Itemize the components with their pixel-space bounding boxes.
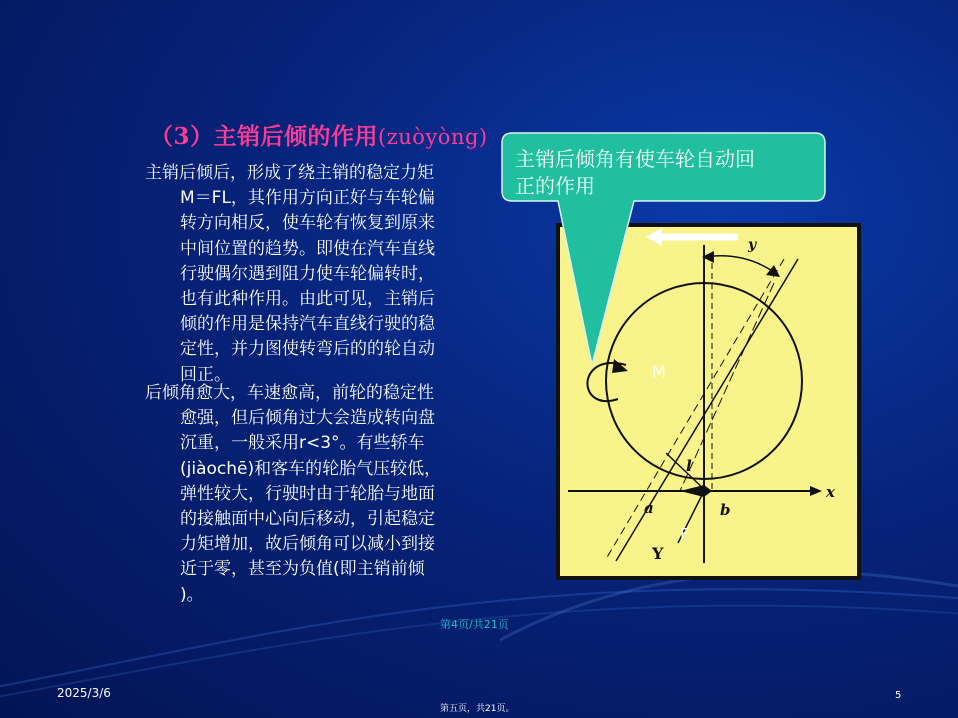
para2-line: 力矩增加，故后倾角可以减小到接 — [180, 534, 435, 555]
para1-line: 中间位置的趋势。即使在汽车直线 — [180, 238, 435, 259]
para1-line: M＝FL，其作用方向正好与车轮偏 — [180, 188, 435, 209]
callout-line: 主销后倾角有使车轮自动回 — [515, 147, 755, 171]
para2-line: 沉重，一般采用r<3°。有些轿车 — [180, 433, 425, 454]
page-mark: 第4页/共21页 — [440, 618, 509, 631]
slide-title — [150, 118, 488, 151]
para1-line: 回正。 — [180, 364, 231, 385]
label-x: x — [826, 483, 835, 501]
callout-line: 正的作用 — [515, 174, 595, 198]
para1-line: 倾的作用是保持汽车直线行驶的稳 — [180, 314, 435, 335]
label-l: l — [686, 457, 692, 475]
para1-line: 定性，并力图使转弯后的的轮自动 — [180, 339, 435, 360]
para2-line: 的接触面中心向后移动，引起稳定 — [180, 509, 435, 530]
footer-date: 2025/3/6 — [57, 686, 111, 700]
label-f: F — [680, 525, 689, 543]
bottom-page-mark: 第五页，共21页。 — [440, 704, 515, 714]
title-pinyin: (zuòyòng) — [378, 125, 488, 149]
para2-line: 愈强，但后倾角过大会造成转向盘 — [180, 408, 435, 429]
callout-text — [515, 146, 815, 200]
label-a: a — [644, 499, 654, 517]
para1-line: 主销后倾后，形成了绕主销的稳定力矩 — [145, 163, 434, 183]
para1-line: 转方向相反，使车轮有恢复到原来 — [180, 213, 435, 234]
paragraph-stability-moment — [145, 161, 495, 388]
para1-line: 行驶偶尔遇到阻力使车轮偏转时， — [180, 263, 435, 284]
para2-line: 弹性较大，行驶时由于轮胎与地面 — [180, 483, 435, 504]
label-y: y — [748, 237, 757, 253]
footer-page-number: 5 — [895, 690, 902, 701]
label-m: M — [652, 362, 666, 381]
title-main: （3）主销后倾的作用 — [150, 123, 379, 150]
label-b: b — [720, 501, 731, 519]
label-big-y: Y — [652, 544, 664, 563]
para2-line: )。 — [180, 584, 204, 605]
para2-line: 后倾角愈大，车速愈高，前轮的稳定性 — [145, 383, 434, 403]
para2-line: (jiàochē)和客车的轮胎气压较低， — [180, 458, 442, 479]
paragraph-caster-angle — [145, 381, 495, 608]
para1-line: 也有此种作用。由此可见，主销后 — [180, 289, 435, 310]
para2-line: 近于零，甚至为负值(即主销前倾 — [180, 559, 425, 580]
